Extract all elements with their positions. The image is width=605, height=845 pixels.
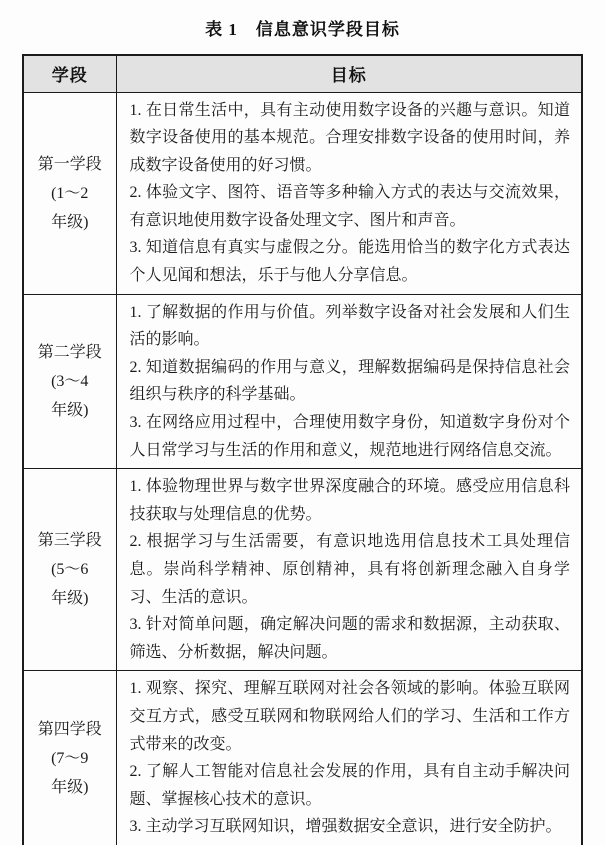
goal-item-3: 3. 知道信息有真实与虚假之分。能选用恰当的数字化方式表达个人见闻和想法，乐于与他人分享信息。: [129, 239, 570, 285]
table-row-stage-4: [23, 671, 582, 845]
goal-item-2: 2. 了解人工智能对信息社会发展的作用，具有自主动手解决问题、掌握核心技术的意识。: [129, 763, 570, 808]
stage-cell: [23, 294, 116, 469]
stage-grade-close: 年级): [51, 401, 89, 419]
goal-item-1: 1. 体验物理世界与数字世界深度融合的环境。感受应用信息科技获取与处理信息的优势。: [129, 478, 570, 523]
goal-item-2: 2. 知道数据编码的作用与意义，理解数据编码是保持信息社会组织与秩序的科学基础。: [129, 358, 570, 404]
table-caption: 表 1 信息意识学段目标: [205, 20, 400, 39]
stage-cell: [23, 671, 116, 845]
goal-item-3: 3. 主动学习互联网知识，增强数据安全意识，进行安全防护。: [129, 818, 562, 836]
header-cell-goal: 目标: [116, 55, 582, 92]
goal-cell: [116, 469, 582, 671]
goals-table: [22, 54, 583, 845]
stage-name: 第三学段: [37, 532, 102, 550]
table-row-stage-1: [23, 92, 582, 294]
goal-item-2: 2. 根据学习与生活需要，有意识地选用信息技术工具处理信息。崇尚科学精神、原创精神，具有将创新理念融入自身学习、生活的意识。: [129, 533, 570, 606]
goal-item-3: 3. 针对简单问题，确定解决问题的需求和数据源，主动获取、筛选、分析数据，解决问题。: [129, 616, 570, 661]
goal-item-1: 1. 了解数据的作用与价值。列举数字设备对社会发展和人们生活的影响。: [129, 303, 570, 349]
goal-item-3: 3. 在网络应用过程中，合理使用数字身份，知道数字身份对个人日常学习与生活的作用和意义，规范地进行网络信息交流。: [129, 414, 570, 459]
stage-cell: [23, 92, 116, 294]
stage-name: 第一学段: [37, 155, 102, 173]
goal-cell: [116, 92, 582, 294]
stage-grade-close: 年级): [51, 213, 89, 231]
stage-grade-close: 年级): [51, 778, 89, 796]
stage-grade-open: (1～2: [51, 184, 89, 202]
header-row: [23, 55, 582, 92]
goal-item-2: 2. 体验文字、图符、语音等多种输入方式的表达与交流效果，有意识地使用数字设备处理文字、图片和声音。: [129, 184, 570, 229]
table-row-stage-3: [23, 469, 582, 671]
goal-cell: [116, 671, 582, 845]
stage-cell: [23, 469, 116, 671]
goal-item-1: 1. 在日常生活中，具有主动使用数字设备的兴趣与意识。知道数字设备使用的基本规范。合理安排数字设备的使用时间，养成数字设备使用的好习惯。: [129, 101, 570, 174]
stage-grade-open: (3～4: [51, 372, 89, 390]
header-cell-stage: 学段: [23, 55, 116, 92]
stage-name: 第二学段: [37, 343, 102, 361]
stage-grade-close: 年级): [51, 590, 89, 608]
stage-grade-open: (7～9: [51, 749, 89, 767]
stage-name: 第四学段: [37, 720, 102, 738]
goal-cell: [116, 294, 582, 469]
goal-item-1: 1. 观察、探究、理解互联网对社会各领域的影响。体验互联网交互方式，感受互联网和物联网给人们的学习、生活和工作方式带来的改变。: [129, 680, 570, 753]
stage-grade-open: (5～6: [51, 561, 89, 579]
table-row-stage-2: [23, 294, 582, 469]
